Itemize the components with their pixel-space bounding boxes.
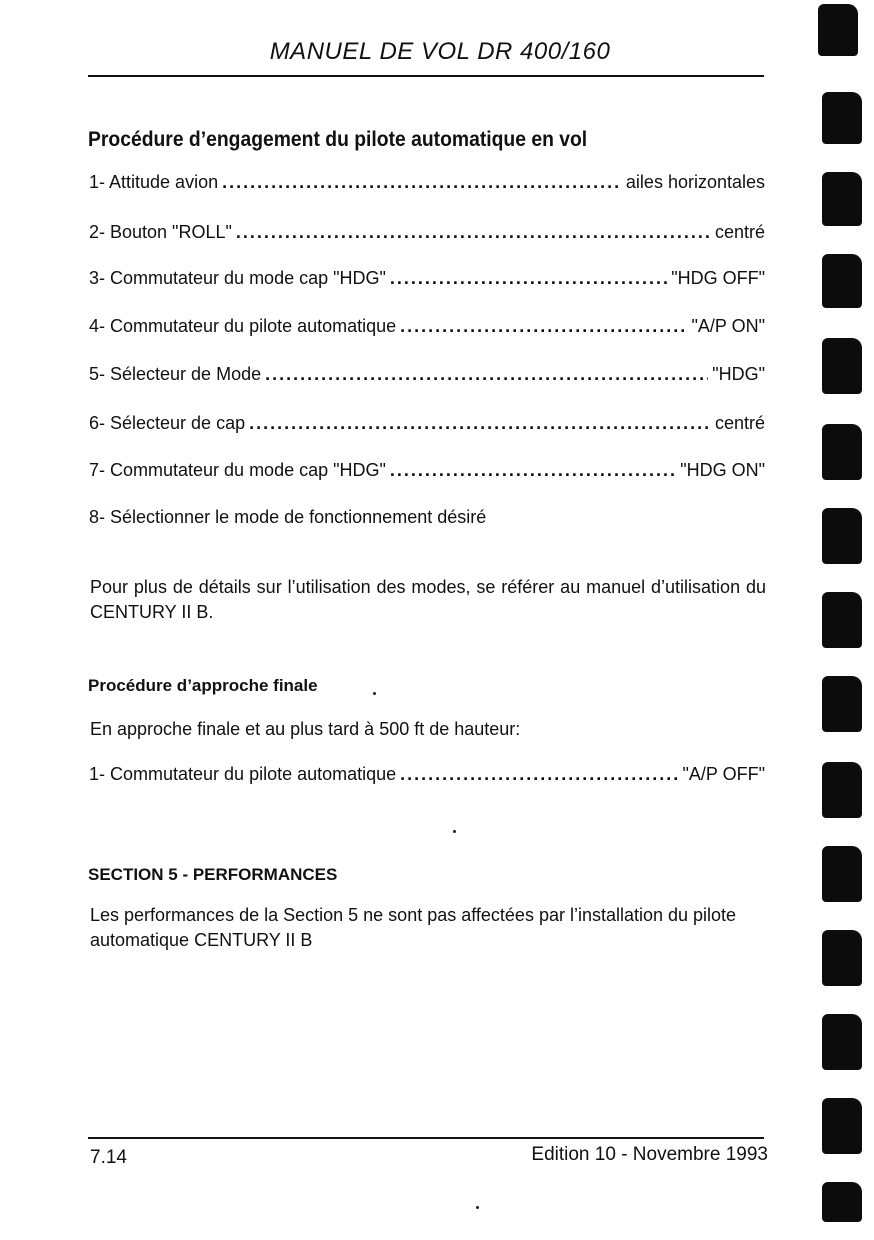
binding-hole-mark bbox=[818, 4, 858, 56]
engagement-procedure-heading: Procédure d’engagement du pilote automatique en vol bbox=[88, 128, 588, 151]
approach-intro: En approche finale et au plus tard à 500 ft de hauteur: bbox=[90, 719, 521, 739]
step-value: centré bbox=[714, 413, 765, 433]
dot-leader bbox=[236, 222, 711, 243]
step-value: "A/P OFF" bbox=[682, 764, 765, 784]
binding-hole-mark bbox=[822, 254, 862, 308]
dot-leader bbox=[400, 316, 687, 337]
binding-hole-mark bbox=[822, 846, 862, 902]
scan-speck bbox=[373, 692, 376, 695]
dot-leader bbox=[390, 268, 667, 289]
engagement-step-1 bbox=[89, 172, 765, 196]
step-label: 1- Commutateur du pilote automatique bbox=[89, 764, 397, 784]
binding-hole-mark bbox=[822, 762, 862, 818]
performance-text: Les performances de la Section 5 ne sont pas affectées par l’installation du pilote automatique CENTURY II B bbox=[90, 905, 737, 950]
step-label: 7- Commutateur du mode cap "HDG" bbox=[89, 460, 386, 480]
step-label: 8- Sélectionner le mode de fonctionnement désiré bbox=[89, 507, 487, 527]
step-label: 4- Commutateur du pilote automatique bbox=[89, 316, 397, 336]
header-rule bbox=[88, 75, 764, 77]
binding-hole-mark bbox=[822, 1014, 862, 1070]
step-label: 2- Bouton "ROLL" bbox=[89, 222, 232, 242]
step-value: "HDG" bbox=[712, 364, 765, 384]
step-label: 6- Sélecteur de cap bbox=[89, 413, 246, 433]
dot-leader bbox=[265, 364, 708, 385]
binding-hole-mark bbox=[822, 1098, 862, 1154]
binding-hole-mark bbox=[822, 592, 862, 648]
approach-step-1 bbox=[89, 764, 765, 788]
dot-leader bbox=[222, 172, 622, 193]
page-header-title: MANUEL DE VOL DR 400/160 bbox=[269, 38, 611, 65]
edition-info: Edition 10 - Novembre 1993 bbox=[531, 1144, 768, 1165]
engagement-step-5 bbox=[89, 364, 765, 388]
scan-speck bbox=[476, 1206, 479, 1209]
approach-procedure-heading: Procédure d’approche finale bbox=[88, 676, 318, 695]
binding-hole-mark bbox=[822, 508, 862, 564]
binding-hole-mark bbox=[822, 172, 862, 226]
step-value: ailes horizontales bbox=[625, 172, 765, 192]
dot-leader bbox=[400, 764, 678, 785]
step-label: 1- Attitude avion bbox=[89, 172, 219, 192]
scan-speck bbox=[453, 830, 456, 833]
step-label: 5- Sélecteur de Mode bbox=[89, 364, 262, 384]
page-number: 7.14 bbox=[90, 1147, 127, 1168]
dot-leader bbox=[390, 460, 676, 481]
binding-hole-mark bbox=[822, 1182, 862, 1222]
engagement-step-8 bbox=[89, 507, 765, 531]
step-value: "A/P ON" bbox=[691, 316, 765, 336]
engagement-note: Pour plus de détails sur l’utilisation des modes, se référer au manuel d’utilisation du CENTURY II B. bbox=[90, 577, 766, 622]
step-label: 3- Commutateur du mode cap "HDG" bbox=[89, 268, 386, 288]
binding-hole-mark bbox=[822, 930, 862, 986]
step-value: centré bbox=[714, 222, 765, 242]
binding-hole-mark bbox=[822, 424, 862, 480]
engagement-step-4 bbox=[89, 316, 765, 340]
binding-hole-mark bbox=[822, 676, 862, 732]
engagement-step-2 bbox=[89, 222, 765, 246]
step-value: "HDG ON" bbox=[680, 460, 765, 480]
performance-section-heading: SECTION 5 - PERFORMANCES bbox=[88, 865, 338, 884]
step-value: "HDG OFF" bbox=[671, 268, 765, 288]
binding-hole-mark bbox=[822, 92, 862, 144]
dot-leader bbox=[249, 413, 711, 434]
binding-hole-mark bbox=[822, 338, 862, 394]
engagement-step-3 bbox=[89, 268, 765, 292]
engagement-step-7 bbox=[89, 460, 765, 484]
engagement-step-6 bbox=[89, 413, 765, 437]
footer-rule bbox=[88, 1137, 764, 1139]
